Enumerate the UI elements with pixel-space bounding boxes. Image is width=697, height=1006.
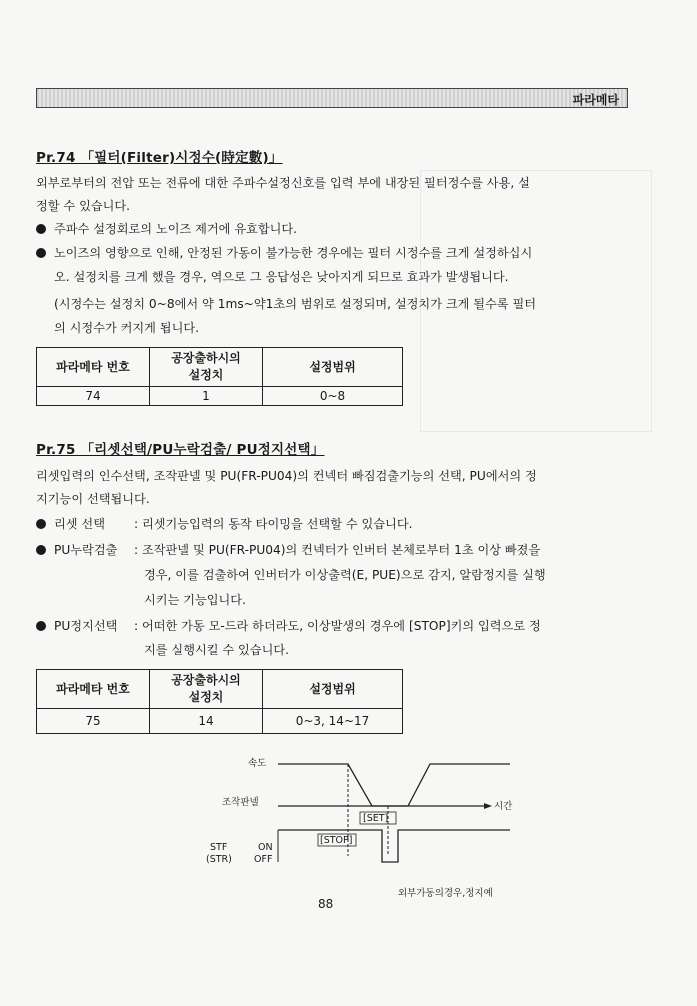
time-label: 시간 xyxy=(494,801,513,812)
pu-detect-line3: 시키는 기능입니다. xyxy=(144,593,246,607)
bullet-dot-icon xyxy=(36,224,46,234)
col-param-no: 파라메타 번호 xyxy=(37,670,150,709)
cell-param-no: 74 xyxy=(37,387,150,406)
col-factory-line1: 공장출하시의 xyxy=(171,673,241,687)
bullet-dot-icon xyxy=(36,545,46,555)
timing-diagram xyxy=(200,748,520,878)
cell-setting-range: 0~3, 14~17 xyxy=(263,709,403,734)
col-setting-range: 설정범위 xyxy=(263,670,403,709)
on-label: ON xyxy=(258,842,273,853)
section-label: 파라메타 xyxy=(572,93,619,107)
pr74-note-line1: (시정수는 설정치 0~8에서 약 1ms~약1초의 범위로 설정되며, 설정치가 크게 될수록 필터 xyxy=(54,297,536,311)
pr74-bullet2-line1: 노이즈의 영향으로 인해, 안정된 가동이 불가능한 경우에는 필터 시정수를 크게 설정하십시 xyxy=(54,246,533,260)
off-label: OFF xyxy=(254,854,273,865)
pr74-bullet2 xyxy=(36,242,628,265)
cell-param-no: 75 xyxy=(37,709,150,734)
col-factory-line1: 공장출하시의 xyxy=(171,351,241,365)
pu-stop-label: PU정지선택 xyxy=(54,619,118,633)
pr74-intro-line1: 외부로부터의 전압 또는 전류에 대한 주파수설정신호를 입력 부에 내장된 필터정수를 사용, 설 xyxy=(36,176,530,190)
col-factory-line2: 설정치 xyxy=(188,690,224,704)
section-header-bar xyxy=(36,88,628,108)
pu-detect-line1: : 조작판넬 및 PU(FR-PU04)의 컨넥터가 인버터 본체로부터 1초 이상 빠졌을 xyxy=(134,543,541,557)
reset-label: 리셋 선택 xyxy=(54,517,105,531)
pr75-intro-line1: 리셋입력의 인수선택, 조작판넬 및 PU(FR-PU04)의 컨넥터 빠짐검출기능의 선택, PU에서의 정 xyxy=(36,469,537,483)
pr74-intro-line2: 정할 수 있습니다. xyxy=(36,199,131,213)
pr74-intro xyxy=(36,172,628,218)
col-factory-setting xyxy=(150,670,263,709)
table-row xyxy=(37,709,403,734)
speed-label: 속도 xyxy=(248,758,267,769)
bullet-dot-icon xyxy=(36,519,46,529)
pu-detect-line2: 경우, 이를 검출하여 인버터가 이상출력(E, PUE)으로 감지, 알람정지를 실행 xyxy=(144,568,546,582)
pr74-bullet2-line2: 오. 설정치를 크게 했을 경우, 역으로 그 응답성은 낮아지게 되므로 효과가 발생됩니다. xyxy=(54,270,509,284)
cell-factory-setting: 1 xyxy=(150,387,263,406)
pr75-intro xyxy=(36,465,628,511)
col-factory-setting xyxy=(150,348,263,387)
pu-stop-line1: : 어떠한 가동 모-드라 하더라도, 이상발생의 경우에 [STOP]키의 입력으로 정 xyxy=(134,619,541,633)
pr74-bullet1-text: 주파수 설정회로의 노이즈 제거에 유효합니다. xyxy=(54,222,298,236)
bullet-dot-icon xyxy=(36,621,46,631)
speed-waveform xyxy=(278,764,510,806)
bullet-dot-icon xyxy=(36,248,46,258)
table-row xyxy=(37,387,403,406)
str-label: (STR) xyxy=(206,854,232,865)
pr74-title: Pr.74 「필터(Filter)시정수(時定數)」 xyxy=(36,150,283,166)
pr75-intro-line2: 지기능이 선택됩니다. xyxy=(36,492,150,506)
cell-factory-setting: 14 xyxy=(150,709,263,734)
stf-waveform xyxy=(278,830,510,862)
reset-text: : 리셋기능입력의 동작 타이밍을 선택할 수 있습니다. xyxy=(134,517,413,531)
pu-stop-line2: 지를 실행시킬 수 있습니다. xyxy=(144,643,290,657)
pu-detect-label: PU누락검출 xyxy=(54,543,118,557)
pr75-title: Pr.75 「리셋선택/PU누락검출/ PU정지선택」 xyxy=(36,442,325,458)
col-setting-range: 설정범위 xyxy=(263,348,403,387)
col-factory-line2: 설정치 xyxy=(188,368,224,382)
stop-key-label: [STOP] xyxy=(320,835,353,846)
page-number: 88 xyxy=(318,897,334,911)
pr74-note-line2: 의 시정수가 커지게 됩니다. xyxy=(54,321,200,335)
col-param-no: 파라메타 번호 xyxy=(37,348,150,387)
panel-label: 조작판넬 xyxy=(222,797,259,808)
diagram-caption: 외부가동의경우,정지예 xyxy=(398,888,493,899)
pr74-table xyxy=(36,347,403,406)
pr74-bullet1 xyxy=(36,218,628,241)
stf-label: STF xyxy=(210,842,228,853)
pr75-table xyxy=(36,669,403,734)
time-arrow-icon xyxy=(484,803,492,809)
set-key-label: [SET] xyxy=(363,813,389,824)
cell-setting-range: 0~8 xyxy=(263,387,403,406)
